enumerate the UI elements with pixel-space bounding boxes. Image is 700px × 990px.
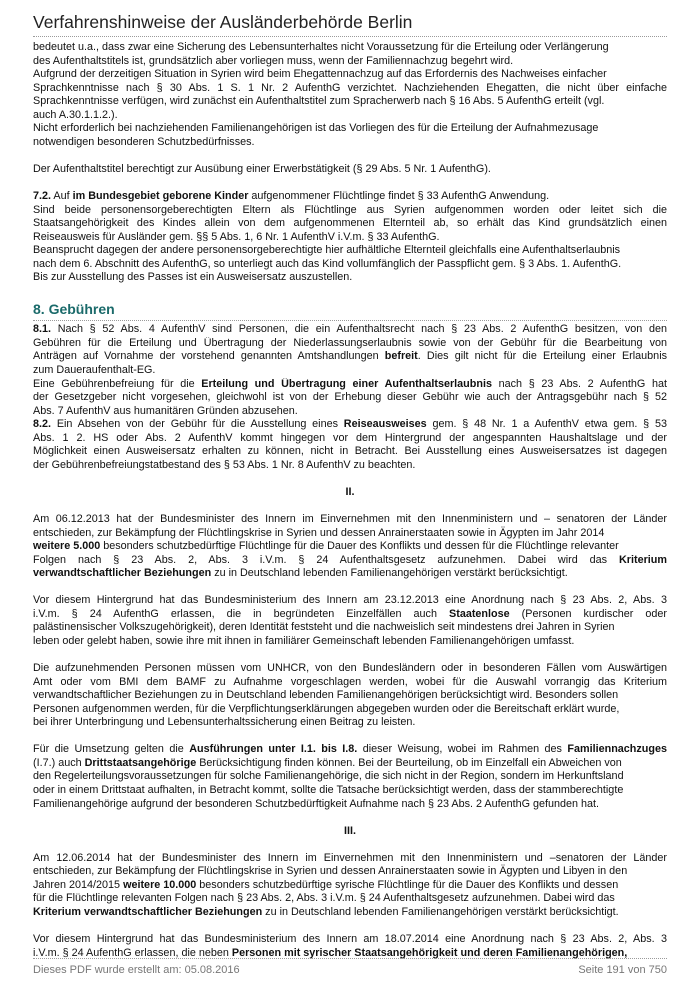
paragraph-8-1: 8.1. Nach § 52 Abs. 4 AufenthV sind Personen, die ein Aufenthaltsrecht nach § 23 Abs. 2 AufenthG besitzen, von den [33,323,667,336]
text-line: Beansprucht dagegen der andere personensorgeberechtigte hier aufhältliche Elternteil gleichfalls eine Aufenthaltserlaubnis [33,244,621,257]
text-line: Reiseausweis für Ausländer gem. §§ 5 Abs. 1, 6 Nr. 1 AufenthV i.V.m. § 33 AufenthG. [33,230,440,243]
page-title: Verfahrenshinweise der Ausländerbehörde Berlin [33,12,413,32]
section-heading: 8. Gebühren [33,301,115,318]
text-line: verwandtschaftlicher Beziehungen zu in Deutschland lebenden Familienangehörigen verstärkt berücksichtigt. [33,567,568,580]
text-line: leben oder gelebt haben, sowie ihre mit ihnen in familiärer Gemeinschaft lebenden Familienangehörigen umfasst. [33,634,575,647]
document-page [33,0,667,990]
text-line: Familienangehörige aufgrund der besonderen Schutzbedürftigkeit Aufnahme nach § 23 Abs. 2 AufenthG gefunden hat. [33,797,600,810]
bold-term: befreit [384,350,418,363]
bold-term: Reiseausweises [343,418,427,431]
footer-created-date: Dieses PDF wurde erstellt am: 05.08.2016 [33,964,240,976]
text-line: Abs. 7 AufenthV aus humanitären Gründen abzusehen. [33,404,298,417]
text-line: (I.7.) auch Drittstaatsangehörige Berücksichtigung finden können. Bei der Beurteilung, ob im Einzelfall ein Abweichen von [33,756,622,769]
text-line: oder in einem Drittstaat aufhalten, in Betracht kommt, sollte die Tatsache berücksichtigt werden, dass der stammberechtigte [33,783,624,796]
text-line: Möglichkeit einen Ausweisersatz erhalten zu können, nicht in Betracht. Bei Ausstellung eines Ausweisersatzes ist dagegen [33,445,667,458]
text-line: entschieden, zur Bekämpfung der Flüchtlingskrise in Syrien und dessen Anrainerstaaten sowie in Ägypten im Jahr 2014 [33,526,605,539]
paragraph-number: 8.2. [33,418,52,431]
text-line: Der Aufenthaltstitel berechtigt zur Ausübung einer Erwerbstätigkeit (§ 29 Abs. 5 Nr. 1 AufenthG). [33,162,491,175]
text-line: Nicht erforderlich bei nachziehenden Familienangehörigen ist das Vorliegen des für die Erteilung der Aufnahmezusage [33,122,599,135]
text-line: verwandtschaftlicher Beziehungen zu in Deutschland lebenden Familienangehörigen berücksichtigt wird. Besonders sollen [33,689,619,702]
document-body [33,41,667,960]
text-line: Die aufzunehmenden Personen müssen vom UNHCR, von den Bundesländern oder in besonderen Fällen vom Auswärtigen [33,662,667,675]
bold-term: Erteilung und Übertragung einer Aufenthaltserlaubnis [201,377,492,390]
bold-term: Drittstaatsangehörige [84,756,197,769]
footer-page-number: Seite 191 von 750 [578,964,667,976]
text-line: Eine Gebührenbefreiung für die Erteilung und Übertragung einer Aufenthaltserlaubnis nach § 23 Abs. 2 AufenthG hat [33,377,667,390]
paragraph-number: 7.2. [33,190,52,203]
text-line: Sprachkenntnisse verfügen, wird zunächst ein Aufenthaltstitel zum Spracherwerb nach § 16 Abs. 5 AufenthG erteilt (vgl. [33,95,605,108]
footer-divider [33,958,667,959]
text-line: Personen aufgenommen werden, für die Verpflichtungserklärungen abgegeben wurden oder die Bereitschaft erklärt wurde, [33,702,620,715]
bold-term: weitere 10.000 [123,878,197,891]
bold-term: Ausführungen unter I.1. bis I.8. [189,743,358,756]
text-line: palästinensischer Volkszugehörigkeit), deren Identität feststeht und die nachweislich seit mindestens drei Jahren in Syrien [33,621,615,634]
text-line: entschieden, zur Bekämpfung der Flüchtlingskrise in Syrien und dessen Anrainerstaaten sowie in Ägypten und Libyen in den [33,865,628,878]
text-line: der Gebührenbefreiungstatbestand des § 53 Abs. 1 Nr. 8 AufenthV zu beachten. [33,458,416,471]
text-line: weitere 5.000 besonders schutzbedürftige Flüchtlinge für die Dauer des Konflikts und dessen für die Flüchtlinge relevanter [33,540,619,553]
text-line: i.V.m. § 24 AufenthG erlassen, die neben Personen mit syrischer Staatsangehörigkeit und deren Familienangehörigen, [33,946,628,959]
bold-term: im Bundesgebiet geborene Kinder [72,190,249,203]
text-line: Anträgen auf Vornahme der vorstehend genannten Amtshandlungen befreit. Dies gilt nicht für die Erteilung einer Erlaubnis [33,350,667,363]
text-line: Vor diesem Hintergrund hat das Bundesministerium des Innern am 23.12.2013 eine Anordnung nach § 23 Abs. 2, Abs. 3 [33,594,667,607]
text-line: notwendigen besonderen Schutzbedürfnisses. [33,135,255,148]
text-line: Folgen nach § 23 Abs. 2, Abs. 3 i.V.m. § 24 Aufenthaltsgesetz aufzunehmen. Dabei wird das Kriterium [33,553,667,566]
text-line: Am 12.06.2014 hat der Bundesminister des Innern im Einvernehmen mit den Innenministern und –senatoren der Länder [33,851,667,864]
text-line: auch A.30.1.1.2.). [33,108,118,121]
bold-term: verwandtschaftlicher Beziehungen [33,567,212,580]
paragraph-number: 8.1. [33,323,52,336]
bold-term: Kriterium verwandtschaftlicher Beziehungen [33,905,263,918]
section-divider [33,320,667,321]
text-line: nach dem 6. Abschnitt des AufenthG, so unterliegt auch das Kind vollumfänglich der Passpflicht gem. § 3 Abs. 1. AufenthG. [33,257,622,270]
part-numeral: III. [344,824,356,837]
paragraph-7-2: 7.2. Auf im Bundesgebiet geborene Kinder aufgenommener Flüchtlinge findet § 33 AufenthG Anwendung. [33,190,550,203]
bold-term: Personen mit syrischer Staatsangehörigkeit und deren Familienangehörigen, [231,946,628,959]
text-line: Gebühren für die Erteilung und Übertragung der Niederlassungserlaubnis sowie von der Gebühr für die Bearbeitung von [33,336,667,349]
text-line: Amt oder vom BMI dem BAMF zu Aufnahme vorgeschlagen werden, wobei für die Auswahl vorrangig das Kriterium [33,675,667,688]
text-line: zum Daueraufenthalt-EG. [33,364,156,377]
part-numeral: II. [345,485,355,498]
text-line: Jahren 2014/2015 weitere 10.000 besonders schutzbedürftige syrische Flüchtlinge für die Dauer des Konflikts und dessen [33,878,619,891]
text-line: den Regelerteilungsvoraussetzungen für solche Familienangehörige, die sich nicht in der Region, sondern im Herkunftsland [33,770,624,783]
bold-term: Familiennachzuges [567,743,667,756]
text-line: Vor diesem Hintergrund hat das Bundesministerium des Innern am 18.07.2014 eine Anordnung nach § 23 Abs. 2, Abs. 3 [33,933,667,945]
text-line: bei ihrer Unterbringung und Lebensunterhaltssicherung einen Beitrag zu leisten. [33,716,416,729]
text-line: i.V.m. § 24 AufenthG erlassen, die in begründeten Einzelfällen auch Staatenlose (Personen kurdischer oder [33,607,667,620]
text-line: der Gesetzgeber nicht vorgesehen, gleichwohl ist von der Erhebung dieser Gebühr wie auch der Antragsgebühr nach § 52 [33,391,667,404]
bold-term: Kriterium [619,553,667,566]
text-line: Abs. 1 2. HS oder Abs. 2 AufenthV kommt hingegen vor dem Hintergrund der angespannten Haushaltslage und der [33,431,667,444]
text-line: Am 06.12.2013 hat der Bundesminister des Innern im Einvernehmen mit den Innenministern und – senatoren der Länder [33,513,667,526]
text-line: Kriterium verwandtschaftlicher Beziehungen zu in Deutschland lebenden Familienangehörigen verstärkt berücksichtigt. [33,905,619,918]
text-line: Sind beide personensorgeberechtigten Eltern als Flüchtlinge aus Syrien aufgenommen worden oder leitet sich die [33,203,667,216]
text-line: Bis zur Ausstellung des Passes ist ein Ausweisersatz auszustellen. [33,271,353,284]
text-line: des Aufenthaltstitels ist, grundsätzlich aber vorliegen muss, wenn der Familiennachzug begehrt wird. [33,54,514,67]
bold-term: Staatenlose [449,607,510,620]
text-line: bedeutet u.a., dass zwar eine Sicherung des Lebensunterhaltes nicht Voraussetzung für die Erteilung oder Verlängerung [33,41,609,53]
text-line: Für die Umsetzung gelten die Ausführungen unter I.1. bis I.8. dieser Weisung, wobei im Rahmen des Familiennachzuges [33,743,667,756]
text-line: Sprachkenntnisse nach § 30 Abs. 1 S. 1 Nr. 2 AufenthG verzichtet. Nachziehenden Ehegatten, die nicht über einfache [33,81,667,94]
text-line: für die Flüchtlinge relevanten Folgen nach § 23 Abs. 2, Abs. 3 i.V.m. § 24 Aufenthaltsgesetz aufzunehmen. Dabei wird das [33,892,615,905]
paragraph-8-2: 8.2. Ein Absehen von der Gebühr für die Ausstellung eines Reiseausweises gem. § 48 Nr. 1 a AufenthV etwa gem. § 53 [33,418,667,431]
header-divider [33,36,667,37]
text-line: Staatsangehörigkeit des Kindes allein von dem aufgenommenen Elternteil ab, so erhält das Kind grundsätzlich einen [33,217,667,230]
text-line: Aufgrund der derzeitigen Situation in Syrien wird beim Ehegattennachzug auf das Erfordernis des Nachweises einfacher [33,68,607,81]
bold-term: weitere 5.000 [33,540,101,553]
